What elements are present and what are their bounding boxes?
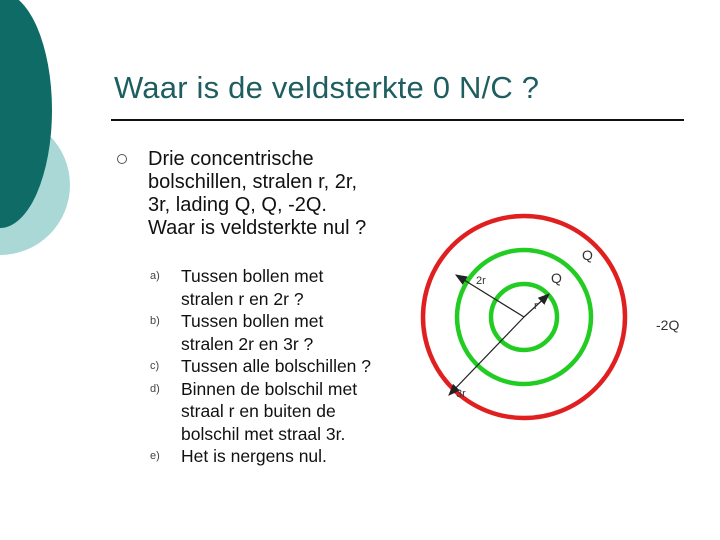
option-letter: a) bbox=[150, 270, 160, 282]
option-b bbox=[150, 310, 380, 355]
option-text: Binnen de bolschil met straal r en buiten de bolschil met straal 3r. bbox=[181, 378, 358, 444]
option-c bbox=[150, 355, 380, 378]
option-text: Tussen alle bolschillen ? bbox=[181, 356, 372, 376]
label-radius-2r: 2r bbox=[476, 275, 486, 287]
label-radius-r: r bbox=[534, 300, 538, 312]
question-text: Drie concentrische bolschillen, stralen r, 2r, 3r, lading Q, Q, -2Q. Waar is veldsterkte nul ? bbox=[148, 148, 367, 239]
option-text: Het is nergens nul. bbox=[181, 446, 327, 466]
option-d bbox=[150, 378, 380, 446]
option-letter: e) bbox=[150, 450, 160, 462]
option-letter: d) bbox=[150, 382, 160, 395]
bullet-circle-icon bbox=[117, 154, 127, 164]
label-inner-Q: Q bbox=[551, 270, 562, 286]
label-outer-Q: Q bbox=[582, 247, 593, 263]
option-text: Tussen bollen met stralen 2r en 3r ? bbox=[181, 311, 324, 354]
title-divider bbox=[111, 119, 684, 121]
answer-options bbox=[150, 265, 380, 468]
option-letter: b) bbox=[150, 315, 160, 327]
label-radius-3r: 3r bbox=[456, 388, 466, 400]
option-e bbox=[150, 445, 380, 468]
decorative-circles bbox=[0, 0, 90, 300]
option-letter: c) bbox=[150, 360, 160, 372]
option-text: Tussen bollen met stralen r en 2r ? bbox=[181, 266, 324, 309]
option-a bbox=[150, 265, 380, 310]
label-minus-2Q: -2Q bbox=[656, 317, 680, 333]
concentric-shells-diagram bbox=[420, 190, 700, 430]
slide-title: Waar is de veldsterkte 0 N/C ? bbox=[114, 70, 540, 105]
